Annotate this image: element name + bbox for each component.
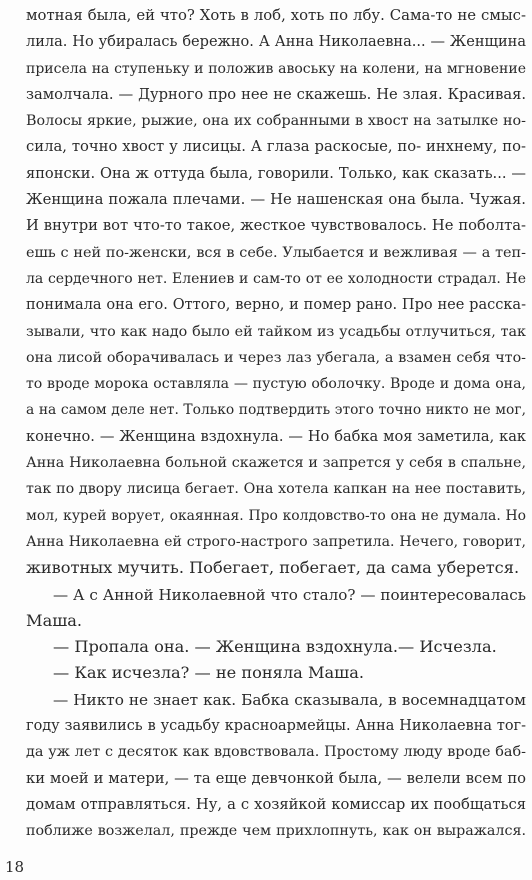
text-line: Анна Николаевна ей строго-настрого запретила. Нечего, говорит, <box>26 533 526 550</box>
text-line: году заявились в усадьбу красноармейцы. Анна Николаевна тог- <box>26 718 526 735</box>
text-line: конечно. — Женщина вздохнула. — Но бабка моя заметила, как <box>26 427 526 445</box>
body-text <box>26 3 526 845</box>
text-line: лила. Но убиралась бережно. А Анна Николаевна... — Женщина <box>26 34 526 51</box>
text-line: Маша. <box>26 610 83 630</box>
text-line: так по двору лисица бегает. Она хотела капкан на нее поставить, <box>26 481 526 498</box>
text-line: присела на ступеньку и положив авоську на колени, на мгновение <box>26 60 526 77</box>
text-line: — Никто не знает как. Бабка сказывала, в восемнадцатом <box>53 690 526 709</box>
text-line: то вроде морока оставляла — пустую оболочку. Вроде и дома она, <box>26 376 526 393</box>
text-line: ла сердечного нет. Елениев и сам-то от ее холодности страдал. Не <box>26 270 526 287</box>
text-line: мол, курей ворует, окаянная. Про колдовство-то она не думала. Но <box>26 507 526 524</box>
text-line: мотная была, ей что? Хоть в лоб, хоть по лбу. Сама-то не смыс- <box>26 7 526 24</box>
text-line: Женщина пожала плечами. — Не нашенская она была. Чужая. <box>26 191 526 209</box>
page-number: 18 <box>5 858 25 876</box>
text-line: Анна Николаевна больной скажется и запрется у себя в спальне, <box>26 455 526 472</box>
text-line: домам отправляться. Ну, а с хозяйкой комиссар их пообщаться <box>26 795 526 813</box>
text-line: — Пропала она. — Женщина вздохнула.— Исчезла. <box>53 637 497 657</box>
text-line: а на самом деле нет. Только подтвердить этого точно никто не мог, <box>26 402 526 419</box>
text-line: понимала она его. Оттого, верно, и помер рано. Про нее расска- <box>26 297 526 314</box>
text-line: И внутри вот что-то такое, жесткое чувствовалось. Не поболта- <box>26 217 526 235</box>
text-line: она лисой оборачивалась и через лаз убегала, а взамен себя что- <box>26 349 526 366</box>
text-line: — А с Анной Николаевной что стало? — поинтересовалась <box>53 585 526 604</box>
text-line: замолчала. — Дурного про нее не скажешь. Не злая. Красивая. <box>26 85 526 103</box>
text-line: ешь с ней по-женски, вся в себе. Улыбается и вежливая — а теп- <box>26 244 526 261</box>
text-line: поближе возжелал, прежде чем прихлопнуть, как он выражался. <box>26 823 526 840</box>
text-line: — Как исчезла? — не поняла Маша. <box>53 663 365 683</box>
text-line: зывали, что как надо было ей тайком из усадьбы отлучиться, так <box>26 323 526 340</box>
text-line: ки моей и матери, — та еще девчонкой была, — велели всем по <box>26 769 526 787</box>
text-line: сила, точно хвост у лисицы. А глаза раскосые, по- инхнему, по- <box>26 138 526 156</box>
text-line: японски. Она ж оттуда была, говорили. Только, как сказать... — <box>26 164 526 182</box>
text-line: да уж лет с десяток как вдовствовала. Простому люду вроде баб- <box>26 744 526 761</box>
text-line: Волосы яркие, рыжие, она их собранными в хвост на затылке но- <box>26 113 526 130</box>
text-line: животных мучить. Побегает, побегает, да сама уберется. <box>26 558 520 578</box>
